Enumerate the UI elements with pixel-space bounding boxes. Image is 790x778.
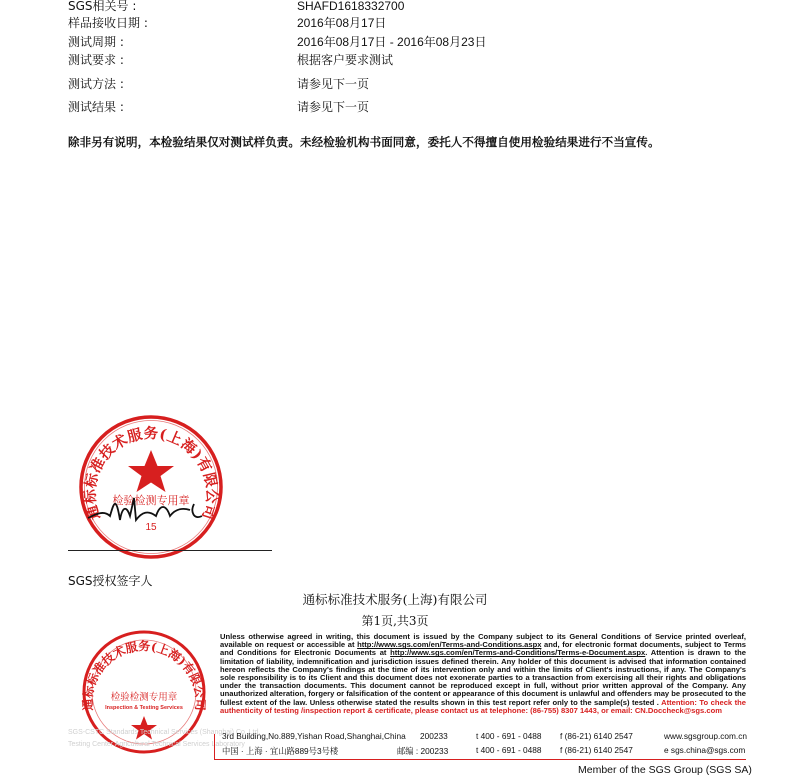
postcode-en: 200233 [420, 731, 448, 741]
field-label: SGS相关号 : [68, 0, 137, 13]
official-stamp [76, 412, 226, 562]
stamp-caption-1: SGS-CSTC Standards Technical Services (Shanghai) Co.,Ltd. [68, 729, 261, 736]
field-row-test-requirement [68, 51, 768, 69]
member-statement: Member of the SGS Group (SGS SA) [578, 764, 752, 776]
terms-paragraph [220, 633, 746, 715]
terms-text: and, for electronic format documents, subject to Terms and Conditions for Electronic Documents at [220, 640, 746, 658]
field-value: 2016年08月17日 [297, 16, 387, 30]
footer-divider [214, 759, 746, 760]
address-cn: 中国 · 上海 · 宜山路889号3号楼 [222, 746, 339, 756]
field-label: 样品接收日期 : [68, 16, 148, 30]
stamp-inner-text: 检验检测专用章 [112, 494, 190, 507]
disclaimer-text: 除非另有说明，本检验结果仅对测试样负责。未经检验机构书面同意，委托人不得擅自使用检验结果进行不当宣传。 [68, 135, 660, 149]
stamp-caption-2: Testing Center Agricultural Technical Services Laboratory [68, 741, 245, 748]
field-label: 测试周期 : [68, 35, 124, 49]
stamp-inner-sub: Inspection & Testing Services [105, 705, 183, 711]
stamp-number: 15 [145, 522, 157, 533]
star-icon [128, 450, 174, 492]
field-value: 根据客户要求测试 [297, 53, 394, 67]
stamp-outer-text: 通标标准技术服务(上海)有限公司 [81, 425, 221, 523]
field-label: 测试方法 : [68, 77, 124, 91]
field-row-sgs-number [68, 0, 768, 15]
field-row-test-result [68, 98, 768, 116]
address-en: 3rd Building,No.889,Yishan Road,Shanghai,China [222, 731, 406, 741]
field-label: 测试结果 : [68, 100, 124, 114]
website: www.sgsgroup.com.cn [664, 731, 748, 741]
e-document-terms-link[interactable]: http://www.sgs.com/en/Terms-and-Conditions/Terms-e-Document.aspx [390, 648, 646, 658]
field-label: 测试要求 : [68, 53, 124, 67]
field-value: 2016年08月17日 - 2016年08月23日 [297, 35, 487, 49]
field-value: 请参见下一页 [297, 77, 370, 91]
company-name: 通标标准技术服务(上海)有限公司 [302, 592, 488, 607]
tel-cn: t 400 - 691 - 0488 [476, 745, 542, 755]
stamp-outer-text: 通标标准技术服务(上海)有限公司 [80, 639, 208, 711]
field-row-receive-date [68, 14, 768, 32]
stamp-inner-text: 检验检测专用章 [110, 692, 178, 703]
field-row-test-period [68, 33, 768, 51]
signature-label: SGS授权签字人 [68, 574, 153, 588]
field-row-test-method [68, 75, 768, 93]
inspection-stamp [70, 630, 220, 755]
footer-divider-vertical [214, 734, 215, 759]
field-value: SHAFD1618332700 [297, 0, 405, 13]
email: e sgs.china@sgs.com [664, 745, 746, 755]
fax-en: f (86-21) 6140 2547 [560, 731, 633, 741]
tel-en: t 400 - 691 - 0488 [476, 731, 542, 741]
fax-cn: f (86-21) 6140 2547 [560, 745, 633, 755]
page-number: 第1页,共3页 [361, 614, 429, 628]
postcode-cn: 邮编 : 200233 [397, 746, 449, 756]
terms-text: Unless otherwise agreed in writing, this document is issued by the Company subject to its General Conditions of Service printed overleaf, available on request or accessible at [220, 632, 746, 650]
attention-text: Attention: To check the authenticity of testing /inspection report & certificate, please contact us at telephone: (86-755) 8307 1443, or email: CN.Doccheck@sgs.com [220, 697, 746, 715]
signature-line [68, 550, 272, 551]
terms-text: . Attention is drawn to the limitation of liability, indemnification and jurisdiction issues defined therein. Any holder of this document is advised that information contained hereon reflects the Company's findings at the time of its intervention only and within the limits of Client's instructions, if any. The Company's sole responsibility is to its Client and this document does not exonerate parties to a transaction from exercising all their rights and obligations under the transaction documents. This document cannot be reproduced except in full, without prior written approval of the Company. Any unauthorized alteration, forgery or falsification of the content or appearance of this document is unlawful and offenders may be prosecuted to the fullest extent of the law. Unless otherwise stated the results shown in this test report refer only to the sample(s) tested . [220, 648, 747, 707]
terms-link[interactable]: http://www.sgs.com/en/Terms-and-Conditions.aspx [357, 640, 542, 650]
field-value: 请参见下一页 [297, 100, 370, 114]
